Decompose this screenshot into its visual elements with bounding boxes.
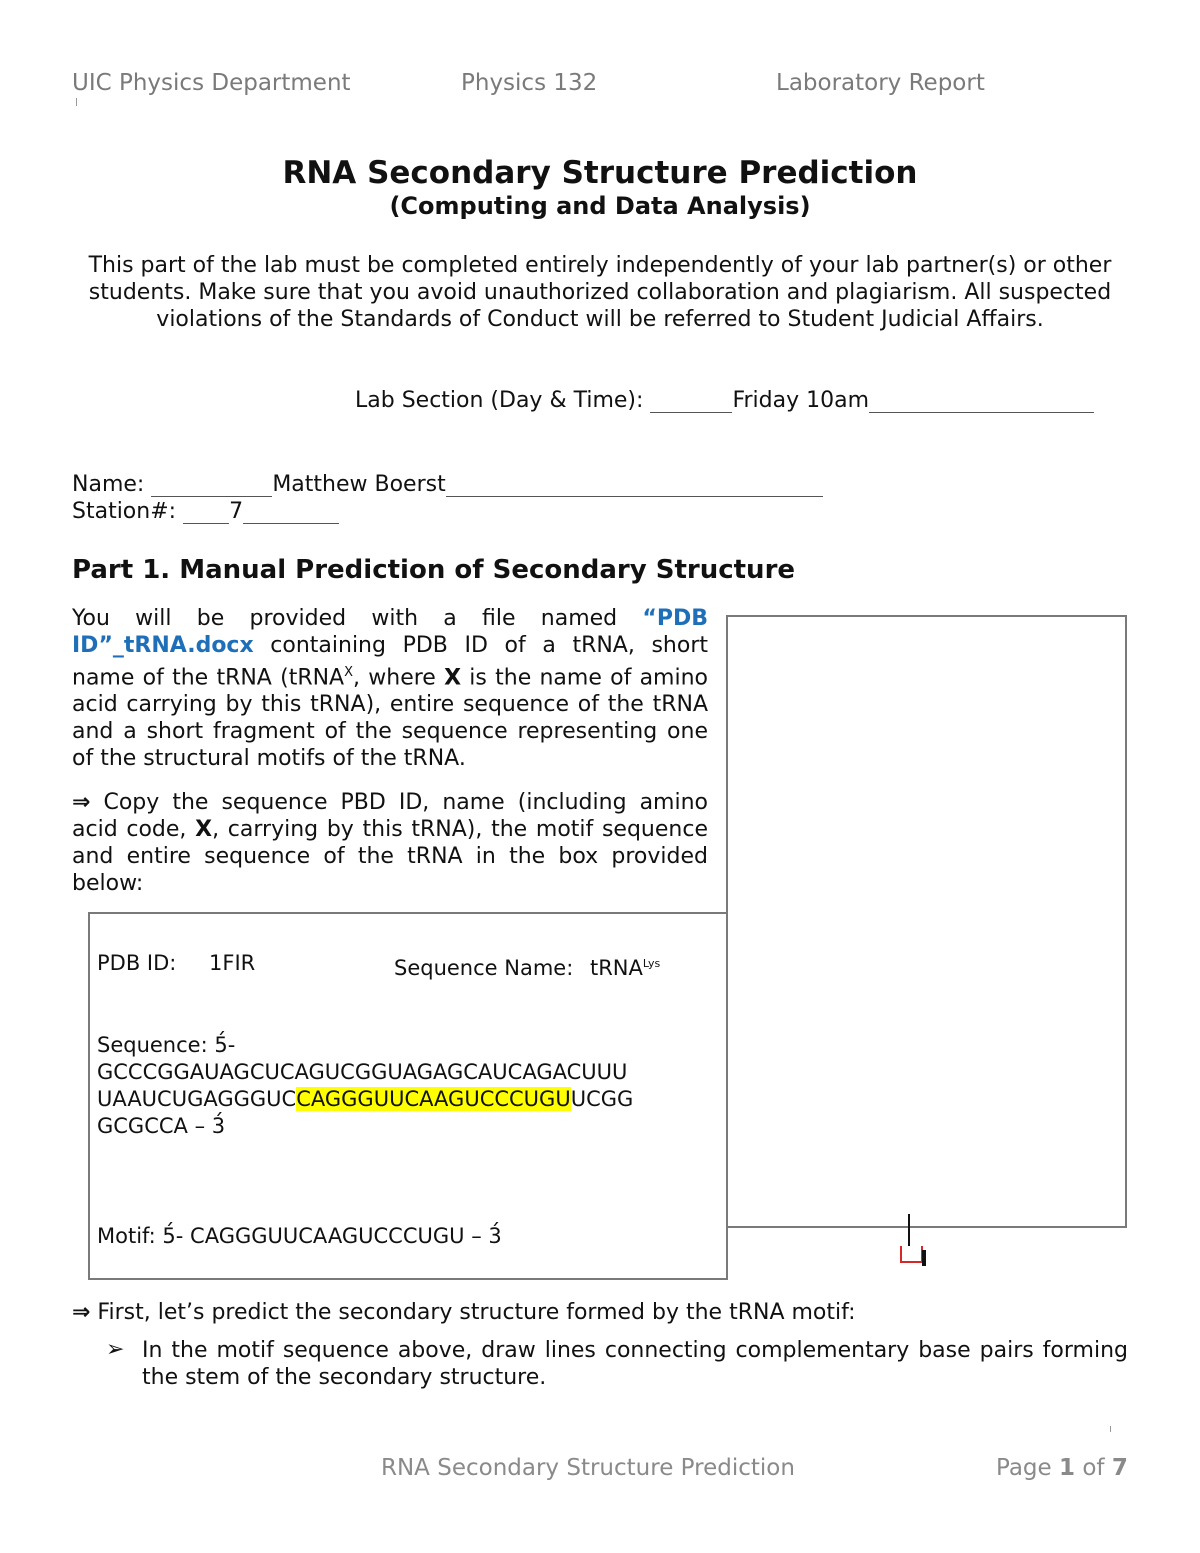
part1-intro xyxy=(72,605,708,772)
copy-bold-x: X xyxy=(195,817,213,842)
header-course: Physics 132 xyxy=(461,70,598,96)
footer-of-word: of xyxy=(1082,1455,1105,1481)
name-underline-left xyxy=(151,470,272,497)
lab-section-underline-left xyxy=(650,386,732,413)
name-label: Name: xyxy=(72,472,145,497)
sequence-name-row xyxy=(394,950,660,982)
intro-bold-x: X xyxy=(444,665,462,691)
part1-heading: Part 1. Manual Prediction of Secondary Structure xyxy=(72,555,796,585)
bullet-arrow-icon: ➢ xyxy=(106,1337,125,1362)
name-underline-right xyxy=(446,470,823,497)
footer-title: RNA Secondary Structure Prediction xyxy=(381,1455,795,1481)
station-row xyxy=(72,497,339,524)
file-name-link[interactable]: “PDB ID”_tRNA.docx xyxy=(72,606,708,658)
arrow-icon: ⇒ xyxy=(72,790,91,815)
pdb-id-label: PDB ID: xyxy=(97,951,177,975)
intro-sup-x: X xyxy=(344,665,354,680)
step1-subitem: In the motif sequence above, draw lines connecting complementary base pairs forming the stem of the secondary structure. xyxy=(142,1338,1128,1390)
footer-mark xyxy=(1110,1426,1111,1432)
step1-line xyxy=(72,1300,856,1325)
footer-page-number xyxy=(996,1455,1128,1481)
step1-text: First, let’s predict the secondary structure formed by the tRNA motif: xyxy=(90,1300,856,1325)
station-label: Station#: xyxy=(72,499,177,524)
sequence-label: Sequence: 5́- xyxy=(97,1033,236,1057)
station-value[interactable]: 7 xyxy=(229,499,244,524)
header-department: UIC Physics Department xyxy=(72,70,351,96)
cursor-marker-icon xyxy=(898,1242,934,1270)
intro-text-c: , where xyxy=(353,665,445,691)
step1-arrow-icon: ⇒ xyxy=(72,1300,91,1325)
sequence-line-2-pre: UAAUCUGAGGGUC xyxy=(97,1087,297,1111)
intro-text-b: containing PDB ID of a tRNA, short name of the tRNA (tRNA xyxy=(72,633,708,691)
copy-text-b: , carrying by this tRNA), the motif sequence and entire sequence of the tRNA in the box provided below: xyxy=(72,817,708,896)
sequence-line-2 xyxy=(97,1086,633,1113)
page-title: RNA Secondary Structure Prediction xyxy=(282,155,918,191)
intro-text-d: is the name of amino acid carrying by this tRNA), entire sequence of the tRNA and a short fragment of the sequence representing one of the structural motifs of the tRNA. xyxy=(72,665,709,772)
sequence-name-value: tRNA xyxy=(589,956,643,980)
pdb-id-row xyxy=(97,950,255,977)
copy-instruction xyxy=(72,789,708,897)
name-value[interactable]: Matthew Boerst xyxy=(272,472,446,497)
drawing-box[interactable] xyxy=(726,615,1127,1228)
sequence-name-label: Sequence Name: xyxy=(394,956,574,980)
sequence-name-sup: Lys xyxy=(642,957,661,970)
integrity-notice: This part of the lab must be completed entirely independently of your lab partner(s) or other students. Make sure that you avoid unauthorized collaboration and plagiarism. All suspected violations of the Standards of Conduct will be referred to Student Judicial Affairs. xyxy=(88,253,1112,332)
copy-text-a: Copy the sequence PBD ID, name (including amino acid code, xyxy=(72,790,708,842)
lab-section-underline-right xyxy=(869,386,1094,413)
station-underline-left xyxy=(183,497,229,524)
lab-section-label: Lab Section (Day & Time): xyxy=(355,388,644,413)
name-row xyxy=(72,470,823,497)
sequence-line-3: GCGCCA – 3́ xyxy=(97,1114,226,1138)
sequence-line-1: GCCCGGAUAGCUCAGUCGGUAGAGCAUCAGACUUU xyxy=(97,1060,628,1084)
motif-line: Motif: 5́- CAGGGUUCAAGUCCCUGU – 3́ xyxy=(97,1224,502,1248)
motif-highlight: CAGGGUUCAAGUCCCUGU xyxy=(296,1087,571,1111)
header-mark xyxy=(76,98,77,106)
footer-page-current: 1 xyxy=(1059,1455,1076,1481)
intro-text-a: You will be provided with a file named xyxy=(72,606,643,631)
header-report: Laboratory Report xyxy=(776,70,985,96)
lab-section-value[interactable]: Friday 10am xyxy=(732,388,870,413)
lab-section-row xyxy=(355,386,1094,413)
page-subtitle: (Computing and Data Analysis) xyxy=(389,192,811,220)
sequence-line-2-post: UCGG xyxy=(570,1087,634,1111)
pdb-id-value: 1FIR xyxy=(209,951,256,975)
footer-page-total: 7 xyxy=(1111,1455,1128,1481)
station-underline-right xyxy=(243,497,339,524)
footer-page-word: Page xyxy=(996,1455,1052,1481)
